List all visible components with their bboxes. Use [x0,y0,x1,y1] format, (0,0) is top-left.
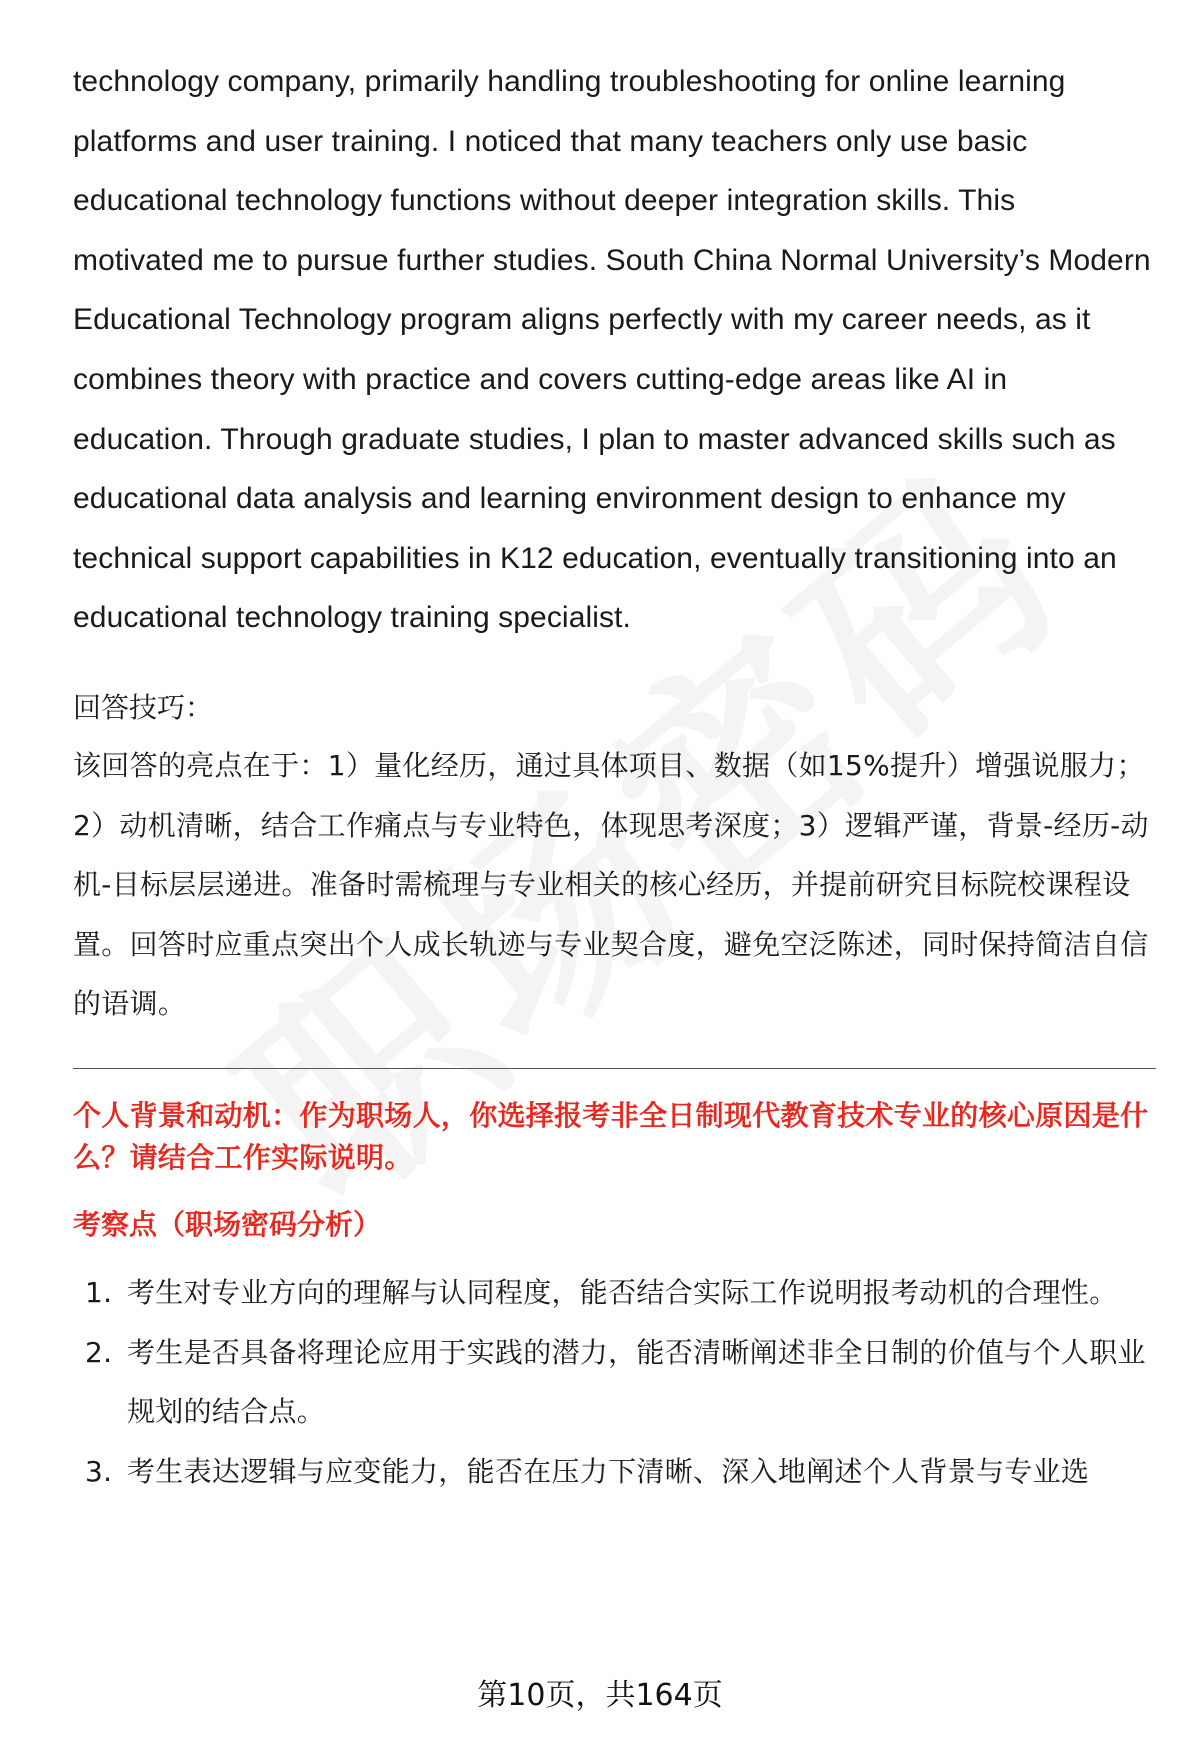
page-content [73,52,1153,1501]
list-item-text: 考生是否具备将理论应用于实践的潜力，能否清晰阐述非全日制的价值与个人职业规划的结合点。 [127,1335,1146,1429]
list-item [73,1263,1153,1323]
section-divider [73,1068,1156,1069]
list-item-number: 1. [85,1275,113,1309]
assessment-list [73,1263,1153,1501]
tips-body: 该回答的亮点在于：1）量化经历，通过具体项目、数据（如15%提升）增强说服力；2）动机清晰，结合工作痛点与专业特色，体现思考深度；3）逻辑严谨，背景-经历-动机-目标层层递进。准备时需梳理与专业相关的核心经历，并提前研究目标院校课程设置。回答时应重点突出个人成长轨迹与专业契合度，避免空泛陈述，同时保持简洁自信的语调。 [73,748,1149,1021]
page-number: 第10页，共164页 [477,1678,723,1713]
question-heading: 个人背景和动机：作为职场人，你选择报考非全日制现代教育技术专业的核心原因是什么？请结合工作实际说明。 [73,1098,1149,1174]
tips-title: 回答技巧： [73,690,214,724]
list-item [73,1323,1153,1442]
list-item-text: 考生对专业方向的理解与认同程度，能否结合实际工作说明报考动机的合理性。 [127,1275,1118,1309]
answer-paragraph: technology company, primarily handling troubleshooting for online learning platforms and user training. I noticed that many teachers only use basic educational technology functions without deeper integration skills. This motivated me to pursue further studies. South China Normal University’s Modern Educational Technology program aligns perfectly with my career needs, as it combines theory with practice and covers cutting-edge areas like AI in education. Through graduate studies, I plan to master advanced skills such as educational data analysis and learning environment design to enhance my technical support capabilities in K12 education, eventually transitioning into an educational technology training specialist. [73,65,1151,635]
list-item-number: 2. [85,1335,113,1369]
list-item-number: 3. [85,1454,113,1488]
list-item [73,1442,1153,1502]
list-item-text: 考生表达逻辑与应变能力，能否在压力下清晰、深入地阐述个人背景与专业选 [127,1454,1090,1488]
assessment-heading: 考察点（职场密码分析） [73,1207,382,1241]
